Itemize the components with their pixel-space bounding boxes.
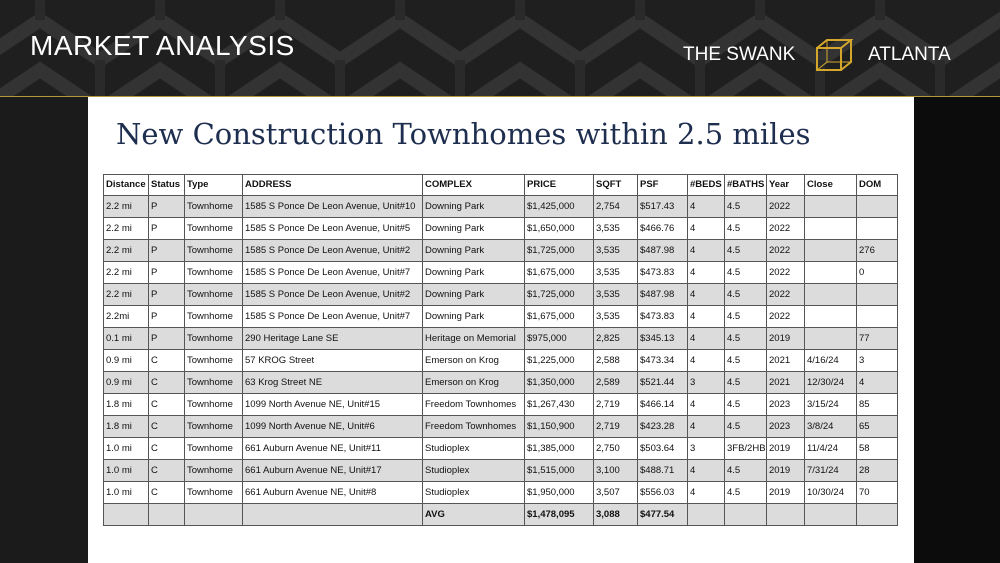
cell-year: 2022 <box>767 306 805 328</box>
cell-baths: 4.5 <box>725 372 767 394</box>
column-header-psf: PSF <box>638 175 688 196</box>
cell-type: Townhome <box>185 218 243 240</box>
table-row <box>104 460 898 482</box>
cell-type: Townhome <box>185 350 243 372</box>
cell-psf: $487.98 <box>638 240 688 262</box>
cell-sqft: 3,535 <box>594 306 638 328</box>
cell-psf: $488.71 <box>638 460 688 482</box>
cell-sqft: 2,754 <box>594 196 638 218</box>
cell-psf: $487.98 <box>638 284 688 306</box>
cell-year: 2022 <box>767 284 805 306</box>
cell-sqft: 2,750 <box>594 438 638 460</box>
cell-distance: 2.2 mi <box>104 196 149 218</box>
cell-distance: 2.2 mi <box>104 240 149 262</box>
cell-dom: 0 <box>857 262 898 284</box>
cell-beds: 4 <box>688 262 725 284</box>
cell-sqft: 3,535 <box>594 218 638 240</box>
avg-cell-complex: AVG <box>423 504 525 526</box>
table-row <box>104 482 898 504</box>
cell-dom: 85 <box>857 394 898 416</box>
cell-status: P <box>149 218 185 240</box>
cell-complex: Freedom Townhomes <box>423 416 525 438</box>
table-row <box>104 240 898 262</box>
cell-type: Townhome <box>185 306 243 328</box>
average-row <box>104 504 898 526</box>
cell-year: 2019 <box>767 438 805 460</box>
cell-status: C <box>149 394 185 416</box>
cell-price: $1,675,000 <box>525 306 594 328</box>
cell-complex: Emerson on Krog <box>423 350 525 372</box>
cell-close <box>805 284 857 306</box>
cell-dom: 65 <box>857 416 898 438</box>
cell-sqft: 3,100 <box>594 460 638 482</box>
cell-beds: 4 <box>688 240 725 262</box>
cell-beds: 4 <box>688 218 725 240</box>
cell-baths: 4.5 <box>725 306 767 328</box>
cell-complex: Freedom Townhomes <box>423 394 525 416</box>
cell-beds: 4 <box>688 328 725 350</box>
cell-beds: 4 <box>688 394 725 416</box>
cell-baths: 4.5 <box>725 218 767 240</box>
cell-complex: Studioplex <box>423 438 525 460</box>
table-header-row <box>104 175 898 196</box>
table-row <box>104 262 898 284</box>
avg-cell-address <box>243 504 423 526</box>
cell-dom: 4 <box>857 372 898 394</box>
cell-distance: 2.2mi <box>104 306 149 328</box>
cell-price: $975,000 <box>525 328 594 350</box>
left-background-band <box>0 97 88 563</box>
cell-distance: 2.2 mi <box>104 284 149 306</box>
column-header-sqft: SQFT <box>594 175 638 196</box>
avg-cell-dom <box>857 504 898 526</box>
cell-address: 1585 S Ponce De Leon Avenue, Unit#7 <box>243 306 423 328</box>
cell-status: C <box>149 482 185 504</box>
cell-distance: 0.9 mi <box>104 350 149 372</box>
cell-address: 661 Auburn Avenue NE, Unit#11 <box>243 438 423 460</box>
cell-psf: $466.76 <box>638 218 688 240</box>
cell-price: $1,150,900 <box>525 416 594 438</box>
cube-outline-icon <box>815 38 853 72</box>
cell-baths: 4.5 <box>725 328 767 350</box>
cell-address: 1585 S Ponce De Leon Avenue, Unit#2 <box>243 240 423 262</box>
cell-beds: 4 <box>688 460 725 482</box>
cell-price: $1,225,000 <box>525 350 594 372</box>
avg-cell-distance <box>104 504 149 526</box>
table-row <box>104 372 898 394</box>
cell-close <box>805 328 857 350</box>
cell-year: 2022 <box>767 218 805 240</box>
cell-beds: 4 <box>688 284 725 306</box>
cell-type: Townhome <box>185 416 243 438</box>
cell-dom: 58 <box>857 438 898 460</box>
table-row <box>104 284 898 306</box>
cell-close: 12/30/24 <box>805 372 857 394</box>
cell-complex: Studioplex <box>423 482 525 504</box>
cell-close <box>805 218 857 240</box>
cell-type: Townhome <box>185 328 243 350</box>
cell-distance: 1.0 mi <box>104 482 149 504</box>
cell-address: 1585 S Ponce De Leon Avenue, Unit#7 <box>243 262 423 284</box>
cell-address: 1099 North Avenue NE, Unit#15 <box>243 394 423 416</box>
cell-psf: $473.34 <box>638 350 688 372</box>
cell-status: P <box>149 284 185 306</box>
table-row <box>104 306 898 328</box>
avg-cell-year <box>767 504 805 526</box>
cell-sqft: 3,507 <box>594 482 638 504</box>
cell-address: 661 Auburn Avenue NE, Unit#8 <box>243 482 423 504</box>
cell-distance: 2.2 mi <box>104 218 149 240</box>
cell-dom: 70 <box>857 482 898 504</box>
cell-sqft: 2,589 <box>594 372 638 394</box>
cell-sqft: 2,719 <box>594 394 638 416</box>
cell-beds: 4 <box>688 306 725 328</box>
cell-type: Townhome <box>185 460 243 482</box>
cell-close: 3/8/24 <box>805 416 857 438</box>
cell-sqft: 3,535 <box>594 240 638 262</box>
cell-year: 2019 <box>767 328 805 350</box>
cell-complex: Downing Park <box>423 196 525 218</box>
cell-year: 2023 <box>767 416 805 438</box>
cell-dom <box>857 306 898 328</box>
cell-status: P <box>149 262 185 284</box>
cell-close <box>805 196 857 218</box>
cell-baths: 4.5 <box>725 482 767 504</box>
cell-year: 2023 <box>767 394 805 416</box>
cell-beds: 4 <box>688 196 725 218</box>
cell-beds: 4 <box>688 482 725 504</box>
cell-sqft: 2,588 <box>594 350 638 372</box>
cell-price: $1,350,000 <box>525 372 594 394</box>
cell-baths: 4.5 <box>725 284 767 306</box>
cell-sqft: 3,535 <box>594 284 638 306</box>
cell-close: 4/16/24 <box>805 350 857 372</box>
column-header-type: Type <box>185 175 243 196</box>
avg-cell-type <box>185 504 243 526</box>
cell-complex: Emerson on Krog <box>423 372 525 394</box>
cell-price: $1,650,000 <box>525 218 594 240</box>
cell-beds: 4 <box>688 350 725 372</box>
cell-address: 290 Heritage Lane SE <box>243 328 423 350</box>
column-header-beds: #BEDS <box>688 175 725 196</box>
cell-distance: 1.8 mi <box>104 416 149 438</box>
cell-baths: 4.5 <box>725 196 767 218</box>
cell-status: P <box>149 306 185 328</box>
cell-dom: 3 <box>857 350 898 372</box>
cell-close: 10/30/24 <box>805 482 857 504</box>
cell-psf: $423.28 <box>638 416 688 438</box>
avg-cell-sqft: 3,088 <box>594 504 638 526</box>
avg-cell-close <box>805 504 857 526</box>
cell-baths: 4.5 <box>725 416 767 438</box>
cell-status: C <box>149 416 185 438</box>
cell-price: $1,725,000 <box>525 284 594 306</box>
column-header-year: Year <box>767 175 805 196</box>
cell-dom <box>857 196 898 218</box>
table-row <box>104 328 898 350</box>
avg-cell-beds <box>688 504 725 526</box>
cell-status: C <box>149 460 185 482</box>
cell-type: Townhome <box>185 240 243 262</box>
cell-beds: 3 <box>688 372 725 394</box>
cell-complex: Heritage on Memorial <box>423 328 525 350</box>
cell-distance: 1.8 mi <box>104 394 149 416</box>
cell-year: 2022 <box>767 262 805 284</box>
cell-sqft: 2,825 <box>594 328 638 350</box>
cell-dom: 28 <box>857 460 898 482</box>
cell-psf: $503.64 <box>638 438 688 460</box>
cell-baths: 4.5 <box>725 460 767 482</box>
page-title: MARKET ANALYSIS <box>30 30 295 61</box>
cell-baths: 4.5 <box>725 240 767 262</box>
cell-dom: 77 <box>857 328 898 350</box>
cell-psf: $345.13 <box>638 328 688 350</box>
column-header-status: Status <box>149 175 185 196</box>
avg-cell-status <box>149 504 185 526</box>
cell-year: 2019 <box>767 460 805 482</box>
column-header-dom: DOM <box>857 175 898 196</box>
column-header-close: Close <box>805 175 857 196</box>
cell-address: 661 Auburn Avenue NE, Unit#17 <box>243 460 423 482</box>
panel-heading: New Construction Townhomes within 2.5 miles <box>116 117 811 151</box>
cell-address: 57 KROG Street <box>243 350 423 372</box>
cell-type: Townhome <box>185 438 243 460</box>
cell-address: 63 Krog Street NE <box>243 372 423 394</box>
cell-psf: $473.83 <box>638 306 688 328</box>
cell-close: 3/15/24 <box>805 394 857 416</box>
cell-year: 2019 <box>767 482 805 504</box>
cell-close <box>805 262 857 284</box>
cell-status: P <box>149 196 185 218</box>
cell-psf: $473.83 <box>638 262 688 284</box>
cell-year: 2021 <box>767 372 805 394</box>
cell-sqft: 2,719 <box>594 416 638 438</box>
cell-price: $1,950,000 <box>525 482 594 504</box>
cell-distance: 0.1 mi <box>104 328 149 350</box>
avg-cell-psf: $477.54 <box>638 504 688 526</box>
cell-price: $1,725,000 <box>525 240 594 262</box>
cell-close: 11/4/24 <box>805 438 857 460</box>
cell-status: P <box>149 240 185 262</box>
cell-year: 2022 <box>767 196 805 218</box>
cell-status: C <box>149 350 185 372</box>
cell-year: 2022 <box>767 240 805 262</box>
cell-dom <box>857 284 898 306</box>
brand-city: ATLANTA <box>868 44 951 65</box>
cell-type: Townhome <box>185 482 243 504</box>
column-header-baths: #BATHS <box>725 175 767 196</box>
brand-name: THE SWANK <box>683 44 796 65</box>
cell-dom: 276 <box>857 240 898 262</box>
avg-cell-price: $1,478,095 <box>525 504 594 526</box>
cell-beds: 3 <box>688 438 725 460</box>
column-header-price: PRICE <box>525 175 594 196</box>
cell-type: Townhome <box>185 196 243 218</box>
table-row <box>104 394 898 416</box>
cell-complex: Downing Park <box>423 262 525 284</box>
cell-psf: $556.03 <box>638 482 688 504</box>
cell-price: $1,385,000 <box>525 438 594 460</box>
cell-dom <box>857 218 898 240</box>
cell-close: 7/31/24 <box>805 460 857 482</box>
cell-status: P <box>149 328 185 350</box>
cell-price: $1,515,000 <box>525 460 594 482</box>
slide-header <box>0 0 1000 97</box>
table-row <box>104 416 898 438</box>
cell-type: Townhome <box>185 372 243 394</box>
cell-type: Townhome <box>185 284 243 306</box>
cell-type: Townhome <box>185 394 243 416</box>
cell-price: $1,425,000 <box>525 196 594 218</box>
cell-baths: 4.5 <box>725 394 767 416</box>
cell-psf: $517.43 <box>638 196 688 218</box>
cell-price: $1,267,430 <box>525 394 594 416</box>
avg-cell-baths <box>725 504 767 526</box>
cell-psf: $521.44 <box>638 372 688 394</box>
column-header-complex: COMPLEX <box>423 175 525 196</box>
content-panel <box>88 97 914 563</box>
cell-complex: Downing Park <box>423 240 525 262</box>
cell-complex: Downing Park <box>423 306 525 328</box>
column-header-address: ADDRESS <box>243 175 423 196</box>
cell-status: C <box>149 372 185 394</box>
cell-distance: 0.9 mi <box>104 372 149 394</box>
cell-complex: Studioplex <box>423 460 525 482</box>
cell-address: 1585 S Ponce De Leon Avenue, Unit#2 <box>243 284 423 306</box>
cell-close <box>805 306 857 328</box>
cell-sqft: 3,535 <box>594 262 638 284</box>
cell-complex: Downing Park <box>423 284 525 306</box>
cell-baths: 4.5 <box>725 350 767 372</box>
cell-close <box>805 240 857 262</box>
column-header-distance: Distance <box>104 175 149 196</box>
table-row <box>104 196 898 218</box>
comparables-table <box>103 174 898 526</box>
table-row <box>104 350 898 372</box>
cell-price: $1,675,000 <box>525 262 594 284</box>
cell-baths: 4.5 <box>725 262 767 284</box>
cell-distance: 2.2 mi <box>104 262 149 284</box>
table-row <box>104 218 898 240</box>
cell-status: C <box>149 438 185 460</box>
cell-distance: 1.0 mi <box>104 460 149 482</box>
cell-address: 1099 North Avenue NE, Unit#6 <box>243 416 423 438</box>
cell-baths: 3FB/2HB <box>725 438 767 460</box>
cell-year: 2021 <box>767 350 805 372</box>
cell-type: Townhome <box>185 262 243 284</box>
cell-distance: 1.0 mi <box>104 438 149 460</box>
cell-beds: 4 <box>688 416 725 438</box>
cell-psf: $466.14 <box>638 394 688 416</box>
cell-address: 1585 S Ponce De Leon Avenue, Unit#5 <box>243 218 423 240</box>
cell-complex: Downing Park <box>423 218 525 240</box>
right-background-band <box>914 97 1000 563</box>
table-row <box>104 438 898 460</box>
cell-address: 1585 S Ponce De Leon Avenue, Unit#10 <box>243 196 423 218</box>
